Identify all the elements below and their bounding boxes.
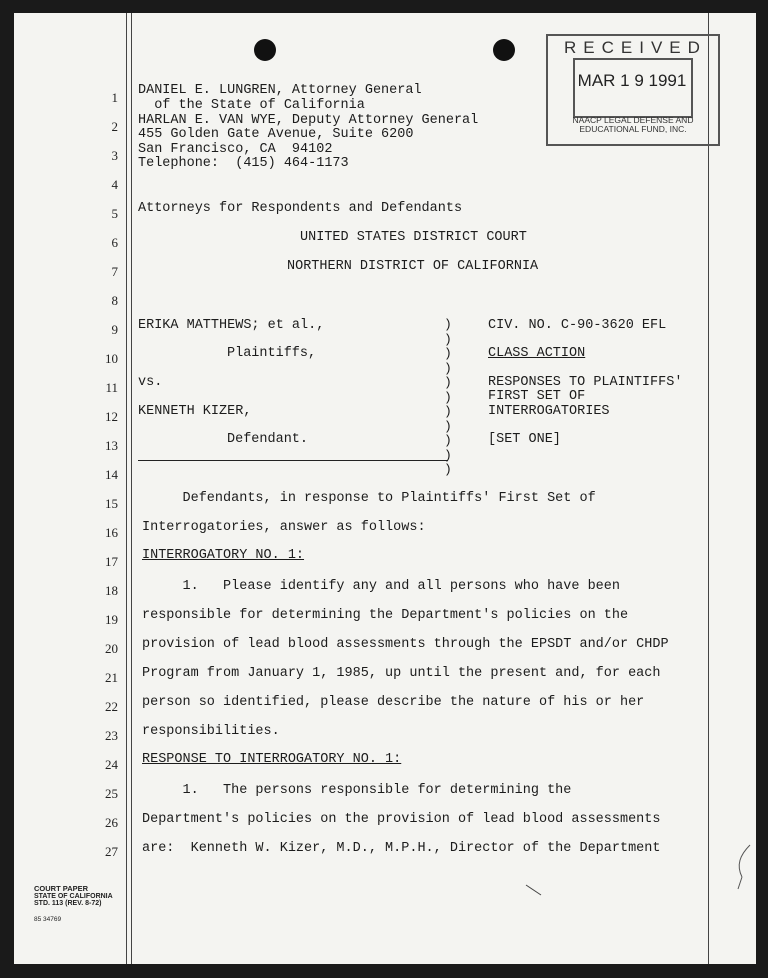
punch-hole-right bbox=[493, 39, 515, 61]
line-number: 9 bbox=[111, 322, 118, 337]
response-line: 1. The persons responsible for determining the bbox=[142, 783, 572, 798]
punch-hole-left bbox=[254, 39, 276, 61]
line-number: 27 bbox=[105, 844, 118, 859]
interrogatory-line: person so identified, please describe the nature of his or her bbox=[142, 695, 645, 710]
line-number: 10 bbox=[105, 351, 118, 366]
line-number: 11 bbox=[105, 380, 118, 395]
court-district: NORTHERN DISTRICT OF CALIFORNIA bbox=[287, 259, 539, 274]
attorney-line: San Francisco, CA 94102 bbox=[138, 142, 333, 157]
document-title-line: FIRST SET OF bbox=[488, 389, 586, 404]
line-number: 22 bbox=[105, 699, 118, 714]
interrogatory-line: 1. Please identify any and all persons who have been bbox=[142, 579, 620, 594]
footer-form-code: 85 34769 bbox=[34, 915, 62, 923]
page-edge-mark bbox=[732, 843, 754, 893]
interrogatory-line: Program from January 1, 1985, up until the present and, for each bbox=[142, 666, 661, 681]
case-number: CIV. NO. C-90-3620 EFL bbox=[488, 318, 667, 333]
right-margin-rule bbox=[708, 13, 709, 964]
line-number: 12 bbox=[105, 409, 118, 424]
line-number: 21 bbox=[105, 670, 118, 685]
line-number: 8 bbox=[111, 293, 118, 308]
attorney-line: of the State of California bbox=[138, 98, 365, 113]
document-title-line: RESPONSES TO PLAINTIFFS' bbox=[488, 375, 683, 390]
line-number: 7 bbox=[111, 264, 118, 279]
line-number: 5 bbox=[111, 206, 118, 221]
stamp-org-line1: NAACP LEGAL DEFENSE AND bbox=[572, 115, 694, 125]
interrogatory-line: responsible for determining the Department's policies on the bbox=[142, 608, 629, 623]
stamp-date: MAR 1 9 1991 bbox=[577, 71, 687, 90]
defendant-label: Defendant. bbox=[227, 432, 309, 447]
plaintiffs-label: Plaintiffs, bbox=[227, 346, 317, 361]
line-number: 26 bbox=[105, 815, 118, 830]
line-number: 6 bbox=[111, 235, 118, 250]
interrogatory-line: responsibilities. bbox=[142, 724, 280, 739]
attorney-line: DANIEL E. LUNGREN, Attorney General bbox=[138, 83, 422, 98]
response-line: are: Kenneth W. Kizer, M.D., M.P.H., Director of the Department bbox=[142, 841, 661, 856]
line-number: 16 bbox=[105, 525, 118, 540]
court-name: UNITED STATES DISTRICT COURT bbox=[300, 230, 527, 245]
caption-underline bbox=[138, 460, 448, 461]
line-number: 4 bbox=[111, 177, 118, 192]
stamp-received-text: RECEIVED bbox=[564, 38, 707, 57]
stamp-org-line2: EDUCATIONAL FUND, INC. bbox=[579, 124, 687, 134]
line-number: 20 bbox=[105, 641, 118, 656]
stray-pen-mark bbox=[524, 883, 544, 897]
interrogatory-heading: INTERROGATORY NO. 1: bbox=[142, 548, 305, 563]
court-document-page bbox=[14, 13, 756, 964]
document-title-line: INTERROGATORIES bbox=[488, 404, 610, 419]
caption-parentheses: ) ) ) ) ) ) ) ) ) ) ) bbox=[444, 317, 452, 477]
intro-line: Defendants, in response to Plaintiffs' First Set of bbox=[142, 491, 596, 506]
intro-line: Interrogatories, answer as follows: bbox=[142, 520, 426, 535]
footer-line: STATE OF CALIFORNIA bbox=[34, 892, 113, 900]
line-number: 23 bbox=[105, 728, 118, 743]
plaintiff-name: ERIKA MATTHEWS; et al., bbox=[138, 318, 325, 333]
set-label: [SET ONE] bbox=[488, 432, 561, 447]
line-number: 25 bbox=[105, 786, 118, 801]
footer-line: STD. 113 (REV. 8-72) bbox=[34, 900, 102, 907]
left-margin-double-rule-b bbox=[131, 13, 132, 964]
left-margin-double-rule-a bbox=[126, 13, 127, 964]
received-stamp bbox=[546, 34, 718, 144]
attorney-line: 455 Golden Gate Avenue, Suite 6200 bbox=[138, 127, 414, 142]
court-paper-footer bbox=[34, 885, 113, 923]
attorney-line: Telephone: (415) 464-1173 bbox=[138, 156, 349, 171]
interrogatory-line: provision of lead blood assessments through the EPSDT and/or CHDP bbox=[142, 637, 669, 652]
line-number: 24 bbox=[105, 757, 118, 772]
versus: vs. bbox=[138, 375, 163, 390]
attorneys-for: Attorneys for Respondents and Defendants bbox=[138, 201, 463, 216]
line-number: 17 bbox=[105, 554, 118, 569]
line-number: 3 bbox=[111, 148, 118, 163]
line-number: 15 bbox=[105, 496, 118, 511]
line-number: 19 bbox=[105, 612, 118, 627]
line-number: 14 bbox=[105, 467, 118, 482]
class-action: CLASS ACTION bbox=[488, 346, 586, 361]
footer-line: COURT PAPER bbox=[34, 884, 89, 893]
line-number: 2 bbox=[111, 119, 118, 134]
response-heading: RESPONSE TO INTERROGATORY NO. 1: bbox=[142, 752, 402, 767]
line-number: 13 bbox=[105, 438, 118, 453]
line-number: 18 bbox=[105, 583, 118, 598]
defendant-name: KENNETH KIZER, bbox=[138, 404, 252, 419]
response-line: Department's policies on the provision of lead blood assessments bbox=[142, 812, 661, 827]
attorney-line: HARLAN E. VAN WYE, Deputy Attorney General bbox=[138, 113, 479, 128]
line-number: 1 bbox=[111, 90, 118, 105]
stamp-organization bbox=[570, 116, 696, 134]
